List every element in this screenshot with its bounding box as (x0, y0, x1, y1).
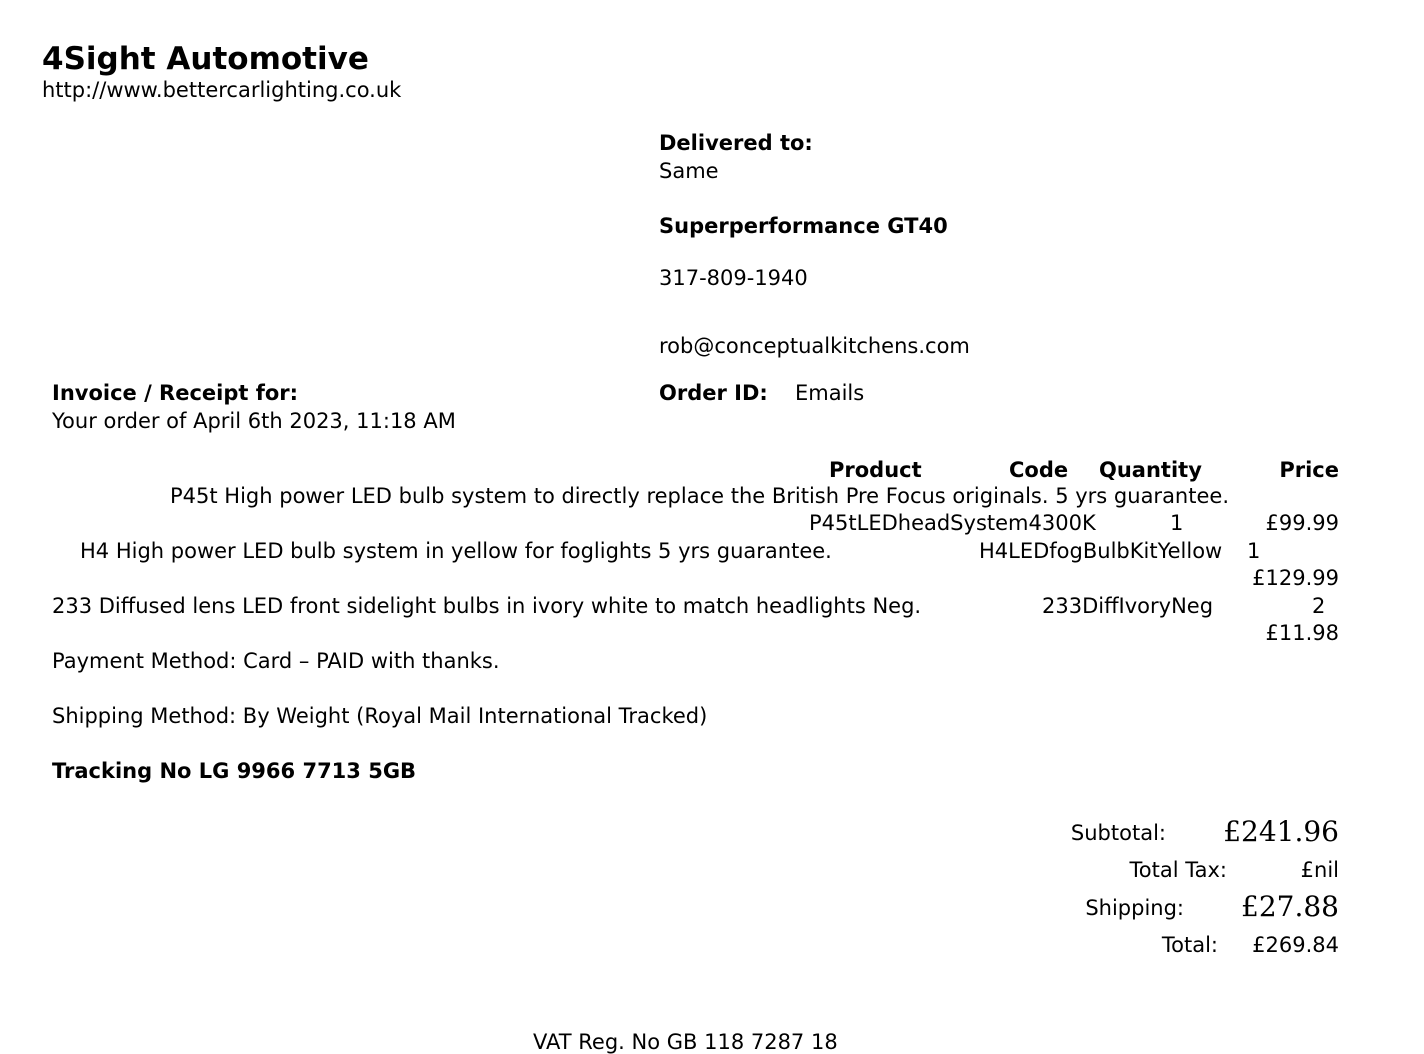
line-item-quantity: 2 (1312, 594, 1326, 618)
line-item-price: £129.99 (1252, 566, 1339, 590)
header-quantity: Quantity (1099, 458, 1202, 482)
line-item-description: 233 Diffused lens LED front sidelight bulbs in ivory white to match headlights Neg. (52, 594, 922, 618)
payment-method: Payment Method: Card – PAID with thanks. (52, 649, 500, 673)
invoice-date: Your order of April 6th 2023, 11:18 AM (52, 409, 456, 433)
line-item-quantity: 1 (1170, 511, 1184, 535)
header-code: Code (1009, 458, 1069, 482)
header-product: Product (829, 458, 922, 482)
customer-phone: 317-809-1940 (659, 266, 808, 290)
shipping-method: Shipping Method: By Weight (Royal Mail International Tracked) (52, 704, 708, 728)
line-item-code: P45tLEDheadSystem4300K (809, 511, 1096, 535)
order-id-value: Emails (795, 381, 865, 405)
customer-email: rob@conceptualkitchens.com (659, 334, 970, 358)
line-item-price: £99.99 (1265, 511, 1339, 535)
tax-value: £nil (1300, 858, 1339, 882)
vat-registration: VAT Reg. No GB 118 7287 18 (533, 1030, 838, 1054)
line-item-code: 233DiffIvoryNeg (1042, 594, 1214, 618)
delivered-to-value: Same (659, 159, 719, 183)
subtotal-label: Subtotal: (1070, 821, 1166, 845)
tax-label: Total Tax: (1129, 858, 1227, 882)
total-label: Total: (1161, 933, 1218, 957)
line-item-quantity: 1 (1247, 539, 1261, 563)
line-item-description: H4 High power LED bulb system in yellow for foglights 5 yrs guarantee. (80, 539, 832, 563)
tracking-number: Tracking No LG 9966 7713 5GB (52, 759, 417, 783)
total-value: £269.84 (1252, 933, 1339, 957)
header-price: Price (1279, 458, 1339, 482)
subtotal-value: £241.96 (1223, 815, 1339, 848)
delivered-to-label: Delivered to: (659, 131, 813, 155)
line-item-description: P45t High power LED bulb system to directly replace the British Pre Focus originals. 5 yrs guarantee. (170, 484, 1229, 508)
company-name: 4Sight Automotive (42, 41, 369, 77)
company-url: http://www.bettercarlighting.co.uk (42, 78, 402, 102)
order-id-label: Order ID: (659, 381, 768, 405)
shipping-label: Shipping: (1085, 896, 1184, 920)
shipping-value: £27.88 (1241, 890, 1339, 923)
customer-name: Superperformance GT40 (659, 214, 948, 238)
line-item-code: H4LEDfogBulbKitYellow (979, 539, 1223, 563)
invoice-label: Invoice / Receipt for: (52, 381, 299, 405)
line-item-price: £11.98 (1265, 621, 1339, 645)
